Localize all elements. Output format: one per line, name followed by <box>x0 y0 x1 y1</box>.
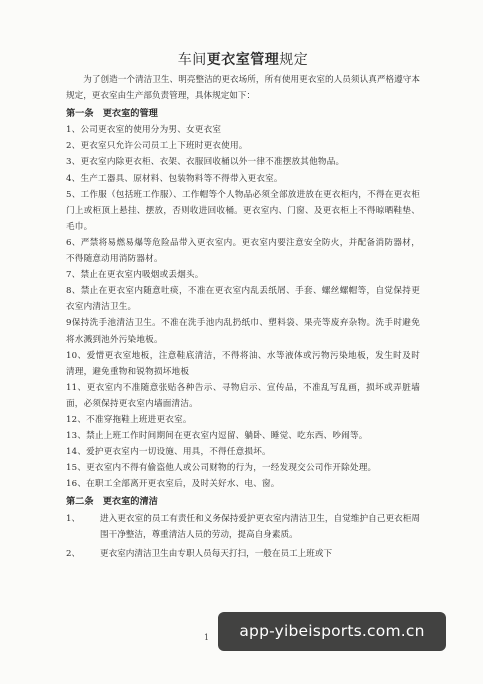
rule-text: 进入更衣室的员工有责任和义务保持爱护更衣室内清洁卫生，自觉维护自己更衣柜周围干净整洁，尊重清洁人员的劳动，提高自身素质。 <box>100 513 420 540</box>
document-body <box>66 50 420 562</box>
document-page <box>66 50 420 632</box>
cleaning-rule-item <box>66 511 420 543</box>
rule-item: 12、不准穿拖鞋上班进更衣室。 <box>66 414 192 425</box>
rule-item: 9保持洗手池清洁卫生。不准在洗手池内乱扔纸巾、塑料袋、果壳等废弃杂物。洗手时避免将水溅到池外污染地板。 <box>66 318 420 345</box>
rule-item: 3、更衣室内除更衣柜、衣架、衣服回收桶以外一律不准摆放其他物品。 <box>66 157 345 168</box>
section-1-items <box>66 122 420 492</box>
section-heading-2: 第二条 更衣室的清洁 <box>66 496 158 508</box>
intro-paragraph: 为了创造一个清洁卫生、明亮整洁的更衣场所，所有使用更衣室的人员须认真严格遵守本规定，更衣室由生产部负责管理，具体规定如下： <box>66 75 420 102</box>
rule-item: 2、更衣室只允许公司员工上下班时更衣使用。 <box>66 141 248 152</box>
rule-item: 4、生产工器具、原材料、包装物料等不得带入更衣室。 <box>66 173 283 184</box>
rule-item: 1、公司更衣室的使用分为男、女更衣室 <box>66 125 222 136</box>
cleaning-rule-item <box>66 546 420 562</box>
rule-item: 13、禁止上班工作时间期间在更衣室内逗留、躺卧、睡觉、吃东西、吵闹等。 <box>66 431 368 442</box>
rule-number: 1、 <box>66 513 81 524</box>
section-2-items <box>66 511 420 562</box>
rule-item: 14、爱护更衣室内一切设施、用具，不得任意损坏。 <box>66 447 271 458</box>
rule-item: 6、严禁将易燃易爆等危险品带入更衣室内。更衣室内要注意安全防火，并配备消防器材，不得随意动用消防器材。 <box>66 237 420 265</box>
rule-item: 11、更衣室内不准随意张贴各种告示、寻物启示、宣传品，不准乱写乱画，损坏或弄脏墙面，必须保持更衣室内墙面清洁。 <box>66 382 420 409</box>
rule-item: 16、在职工全部离开更衣室后，及时关好水、电、窗。 <box>66 479 280 490</box>
rule-item: 7、禁止在更衣室内吸烟或丢烟头。 <box>66 270 204 281</box>
rule-item: 8、禁止在更衣室内随意吐痰，不准在更衣室内乱丢纸屑、手套、螺丝螺帽等，自觉保持更衣室内清洁卫生。 <box>66 286 420 313</box>
rule-number: 2、 <box>66 548 81 559</box>
watermark-banner: app-yibeisports.com.cn <box>218 612 446 651</box>
page-number: 1 <box>204 633 210 642</box>
title-prefix: 车间 <box>177 52 207 68</box>
title-strong: 更衣室管理 <box>206 52 280 68</box>
rule-text: 更衣室内清洁卫生由专职人员每天打扫，一般在员工上班或下 <box>100 548 333 559</box>
title-suffix: 规定 <box>279 52 309 68</box>
document-title <box>66 50 420 70</box>
rule-item: 5、工作服（包括班工作服）、工作帽等个人物品必须全部放进放在更衣柜内，不得在更衣柜门上或柜顶上悬挂、摆放，否则收进回收桶。更衣室内、门窗、及更衣柜上不得晾晒鞋垫、毛巾。 <box>66 189 420 232</box>
section-heading-1: 第一条 更衣室的管理 <box>66 108 158 120</box>
rule-item: 15、更衣室内不得有偷盗他人或公司财物的行为，一经发现交公司作开除处理。 <box>66 463 377 474</box>
rule-item: 10、爱惜更衣室地板，注意鞋底清洁，不得将油、水等液体或污物污染地板，发生时及时清理，避免重物和锐物损坏地板 <box>66 350 420 377</box>
